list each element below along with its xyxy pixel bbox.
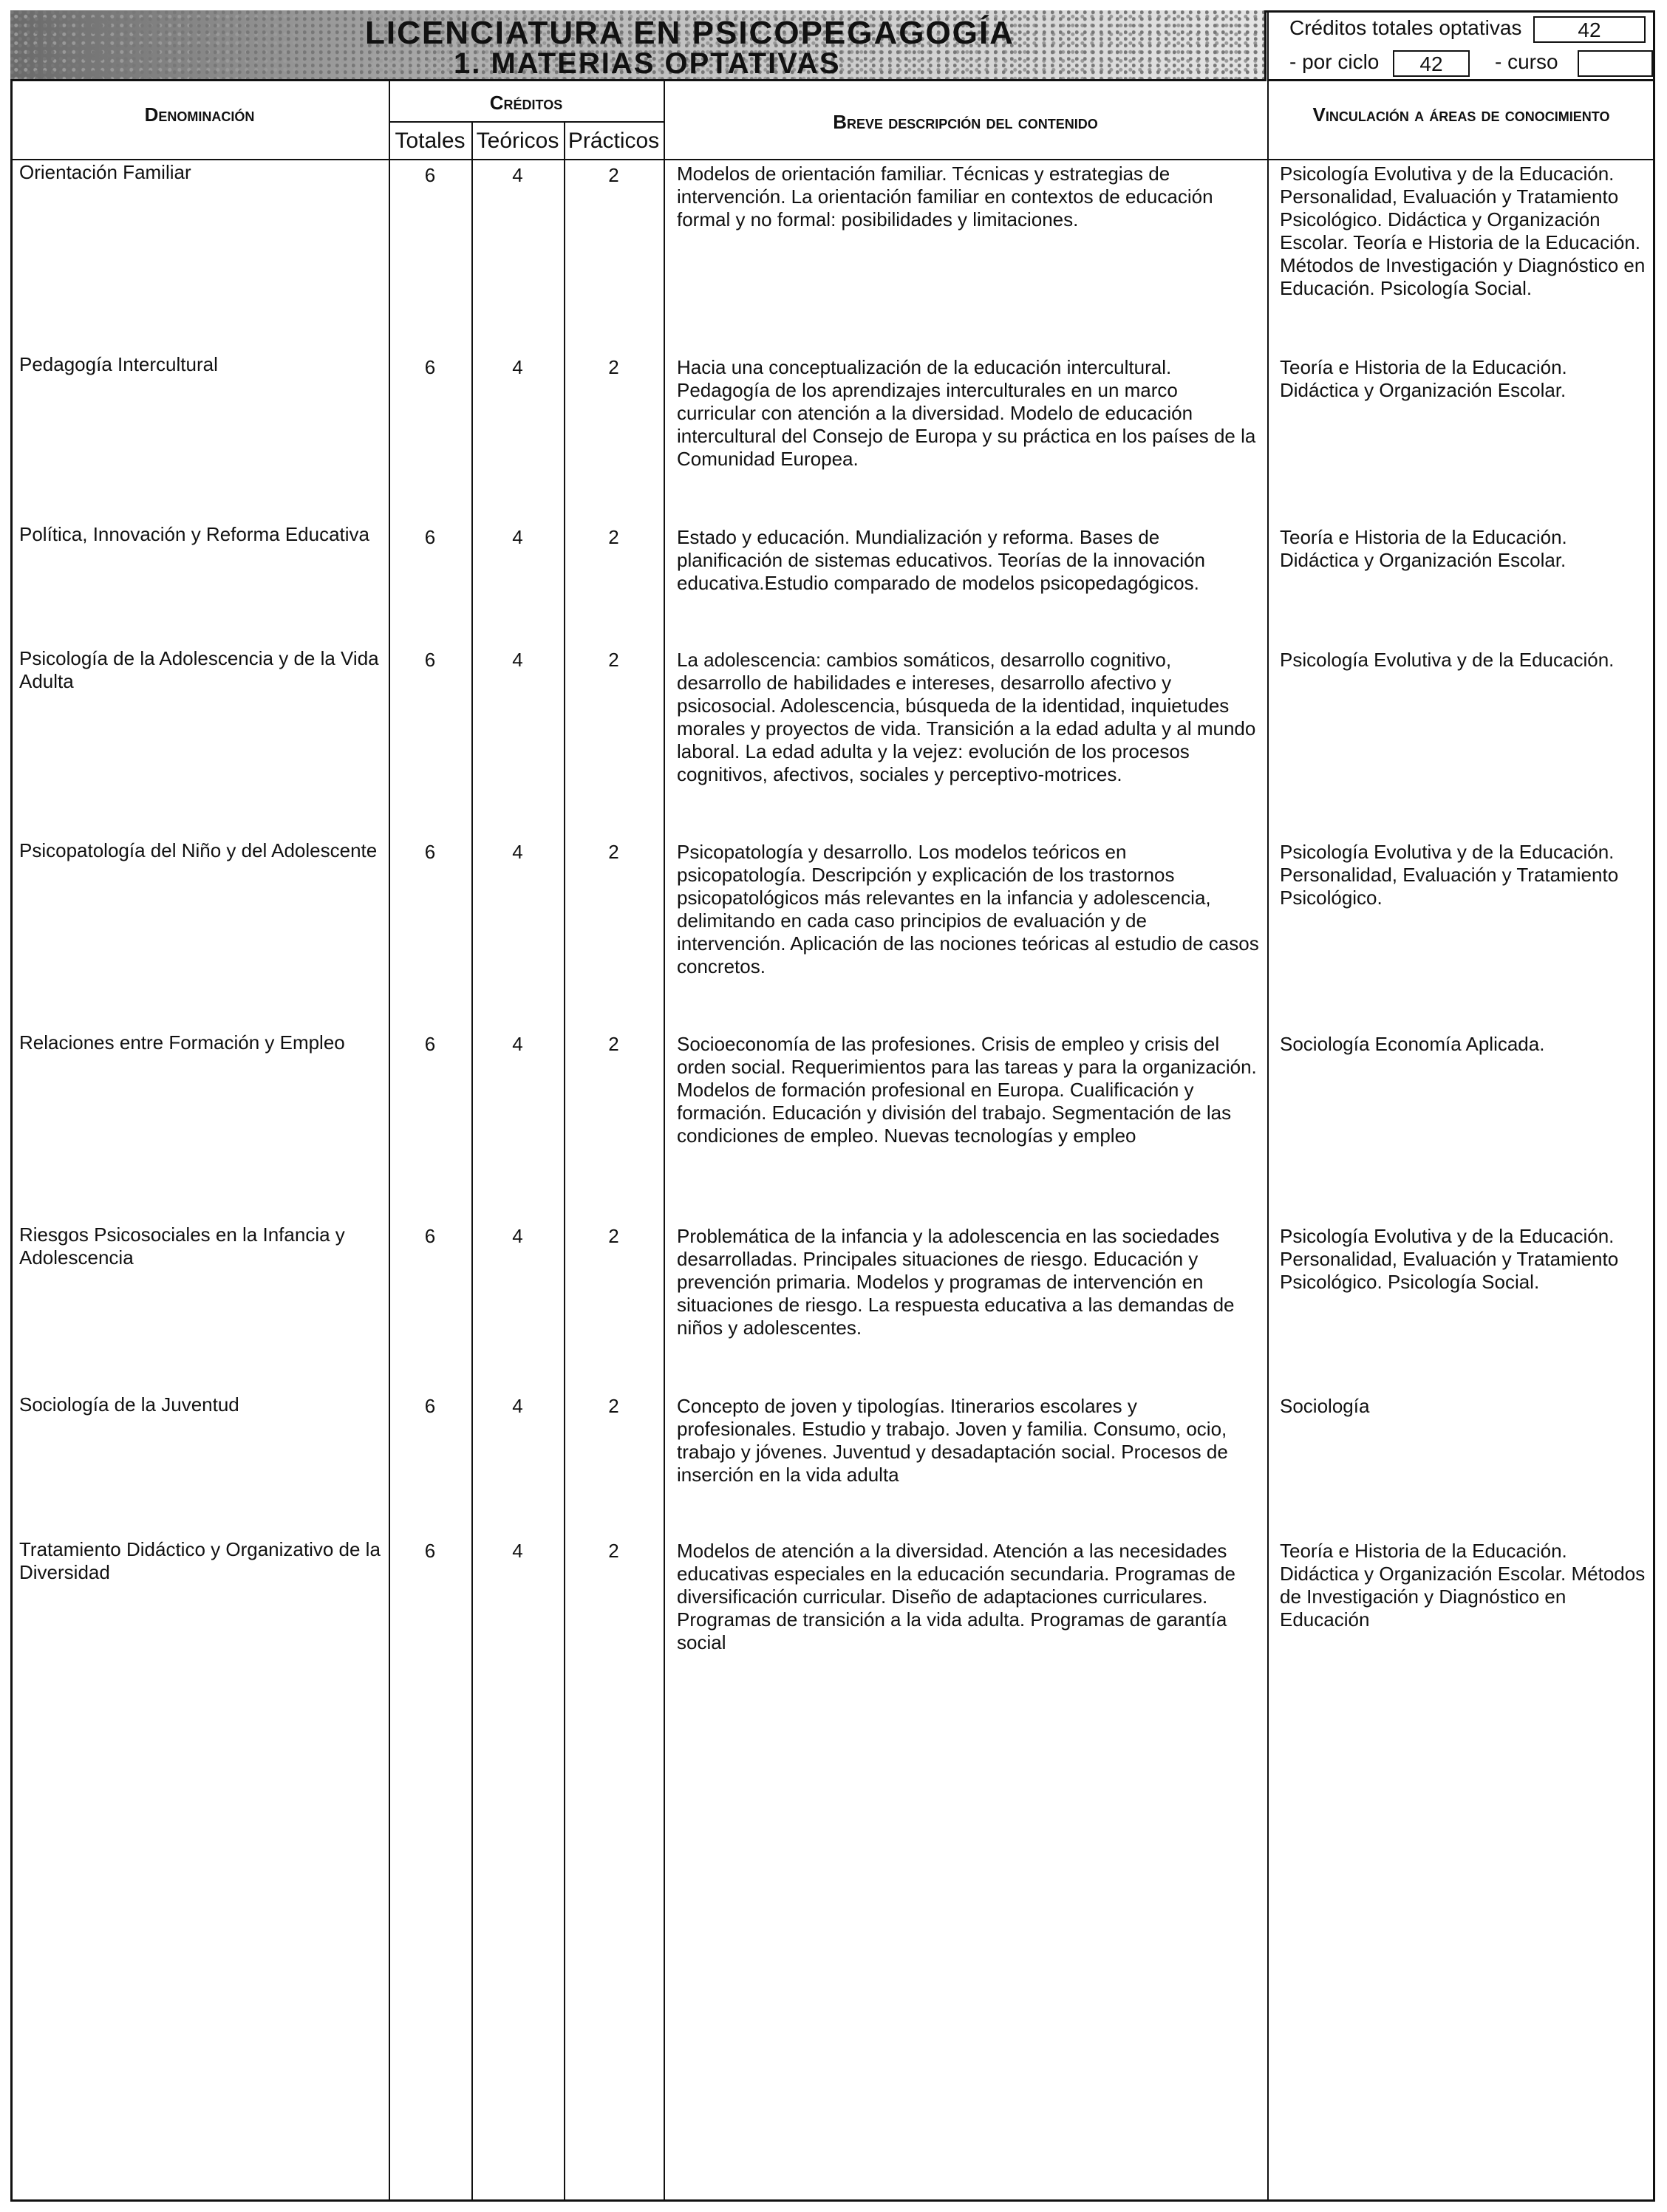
credits-teoricos: 4 [512, 1395, 523, 1417]
subject-description: La adolescencia: cambios somáticos, desarrollo cognitivo, desarrollo de habilidades e intereses, desarrollo afectivo y psicosocial. Adolescencia, búsqueda de la identidad, inquietudes morales y proyectos de vida. Transición a la edad adulta y al mundo laboral. La edad adulta y la vejez: evolución de los procesos cognitivos, afectivos, sociales y perceptivo-motrices. [677, 649, 1256, 785]
subject-areas: Teoría e Historia de la Educación. Didáctica y Organización Escolar. Métodos de Investigación y Diagnóstico en Educación [1280, 1540, 1646, 1631]
credits-practicos: 2 [608, 1033, 619, 1055]
subject-areas: Sociología Economía Aplicada. [1280, 1033, 1545, 1055]
credits-teoricos: 4 [512, 164, 523, 186]
subject-name: Psicopatología del Niño y del Adolescente [19, 839, 378, 861]
col-divider [564, 121, 565, 2202]
curso-label: - curso [1495, 50, 1558, 73]
credits-totales: 6 [424, 356, 436, 378]
subject-name: Relaciones entre Formación y Empleo [19, 1031, 345, 1054]
credits-practicos: 2 [608, 841, 619, 863]
header-denominacion: Denominación [144, 103, 255, 126]
credits-totales: 6 [424, 649, 436, 671]
header-creditos: Créditos [489, 92, 563, 114]
header-totales: Totales [395, 129, 466, 153]
por-ciclo-label: - por ciclo [1289, 50, 1380, 73]
subject-areas: Psicología Evolutiva y de la Educación. [1280, 649, 1615, 671]
header-bottom-line [10, 159, 1655, 160]
subject-description: Hacia una conceptualización de la educación intercultural. Pedagogía de los aprendizajes interculturales en un marco curricular con atención a la diversidad. Modelo de educación intercultural del Consejo de Europa y su práctica en los países de la Comunidad Europea. [677, 356, 1256, 470]
header-practicos: Prácticos [567, 129, 660, 153]
subject-areas: Psicología Evolutiva y de la Educación. Personalidad, Evaluación y Tratamiento Psicológico. Psicología Social. [1280, 1225, 1619, 1293]
subject-areas: Psicología Evolutiva y de la Educación. Personalidad, Evaluación y Tratamiento Psicológico. Didáctica y Organización Escolar. Teoría e Historia de la Educación. Métodos de Investigación y Diagnóstico en Educación. Psicología Social. [1280, 163, 1646, 299]
subject-name: Riesgos Psicosociales en la Infancia y Adolescencia [19, 1223, 345, 1269]
credits-practicos: 2 [608, 1395, 619, 1417]
subject-name: Política, Innovación y Reforma Educativa [19, 523, 370, 545]
col-divider [664, 81, 665, 2202]
header-vinculacion: Vinculación a áreas de conocimiento [1312, 103, 1610, 126]
credits-teoricos: 4 [512, 526, 523, 548]
credits-teoricos: 4 [512, 649, 523, 671]
col-divider [389, 81, 390, 2202]
subject-areas: Teoría e Historia de la Educación. Didáctica y Organización Escolar. [1280, 356, 1567, 401]
subject-areas: Sociología [1280, 1395, 1370, 1417]
title-banner [10, 10, 1267, 81]
credits-teoricos: 4 [512, 356, 523, 378]
subject-name: Pedagogía Intercultural [19, 353, 218, 375]
credits-totales: 6 [424, 1225, 436, 1247]
subject-name: Sociología de la Juventud [19, 1393, 239, 1416]
subject-description: Problemática de la infancia y la adolescencia en las sociedades desarrolladas. Principales situaciones de riesgo. Educación y prevención primaria. Modelos y programas de intervención en situaciones de riesgo. La respuesta educativa a las demandas de niños y adolescentes. [677, 1225, 1235, 1339]
credits-summary-box [1269, 10, 1655, 81]
header-descripcion: Breve descripción del contenido [833, 111, 1098, 133]
credits-totales: 6 [424, 841, 436, 863]
credits-totales: 6 [424, 1540, 436, 1562]
credits-practicos: 2 [608, 164, 619, 186]
credits-teoricos: 4 [512, 1225, 523, 1247]
subject-name: Orientación Familiar [19, 161, 191, 183]
subject-description: Socioeconomía de las profesiones. Crisis de empleo y crisis del orden social. Requerimientos para las tareas y para la organización. Modelos de formación profesional en Europa. Cualificación y formación. Educación y división del trabajo. Segmentación de las condiciones de empleo. Nuevas tecnologías y empleo [677, 1033, 1257, 1147]
credits-totales: 6 [424, 164, 436, 186]
credits-teoricos: 4 [512, 1033, 523, 1055]
subject-description: Modelos de atención a la diversidad. Atención a las necesidades educativas especiales en la educación secundaria. Programas de diversificación curricular. Diseño de adaptaciones curriculares. Programas de transición a la vida adulta. Programas de garantía social [677, 1540, 1235, 1653]
creditos-subheader-line [389, 121, 664, 123]
credits-practicos: 2 [608, 1225, 619, 1247]
col-divider [471, 121, 473, 2202]
credits-teoricos: 4 [512, 1540, 523, 1562]
credits-practicos: 2 [608, 649, 619, 671]
page-title: LICENCIATURA EN PSICOPEGAGOGÍA [365, 15, 1015, 51]
subject-name: Psicología de la Adolescencia y de la Vida Adulta [19, 647, 379, 692]
credits-totales: 6 [424, 526, 436, 548]
subject-areas: Teoría e Historia de la Educación. Didáctica y Organización Escolar. [1280, 526, 1567, 571]
subject-description: Estado y educación. Mundialización y reforma. Bases de planificación de sistemas educativos. Teorías de la innovación educativa.Estudio comparado de modelos psicopedagógicos. [677, 526, 1205, 594]
total-credits-field: 42 [1533, 16, 1646, 43]
subject-name: Tratamiento Didáctico y Organizativo de la Diversidad [19, 1538, 381, 1583]
curso-field [1578, 50, 1653, 77]
subject-description: Concepto de joven y tipologías. Itinerarios escolares y profesionales. Estudio y trabajo. Joven y familia. Consumo, ocio, trabajo y jóvenes. Juventud y desadaptación social. Procesos de inserción en la vida adulta [677, 1395, 1228, 1486]
subject-areas: Psicología Evolutiva y de la Educación. Personalidad, Evaluación y Tratamiento Psicológico. [1280, 841, 1619, 909]
credits-practicos: 2 [608, 1540, 619, 1562]
credits-practicos: 2 [608, 526, 619, 548]
total-credits-label: Créditos totales optativas [1289, 16, 1522, 39]
col-divider [1267, 10, 1269, 2202]
credits-totales: 6 [424, 1395, 436, 1417]
subject-description: Psicopatología y desarrollo. Los modelos teóricos en psicopatología. Descripción y explicación de los trastornos psicopatológicos más relevantes en la infancia y adolescencia, delimitando en cada caso principios de evaluación y de intervención. Aplicación de las nociones teóricas al estudio de casos concretos. [677, 841, 1259, 977]
credits-teoricos: 4 [512, 841, 523, 863]
header-teoricos: Teóricos [476, 129, 559, 153]
credits-practicos: 2 [608, 356, 619, 378]
subject-description: Modelos de orientación familiar. Técnicas y estrategias de intervención. La orientación familiar en contextos de educación formal y no formal: posibilidades y limitaciones. [677, 163, 1213, 231]
credits-totales: 6 [424, 1033, 436, 1055]
por-ciclo-field: 42 [1393, 50, 1470, 77]
page-subtitle: 1. MATERIAS OPTATIVAS [454, 47, 841, 80]
